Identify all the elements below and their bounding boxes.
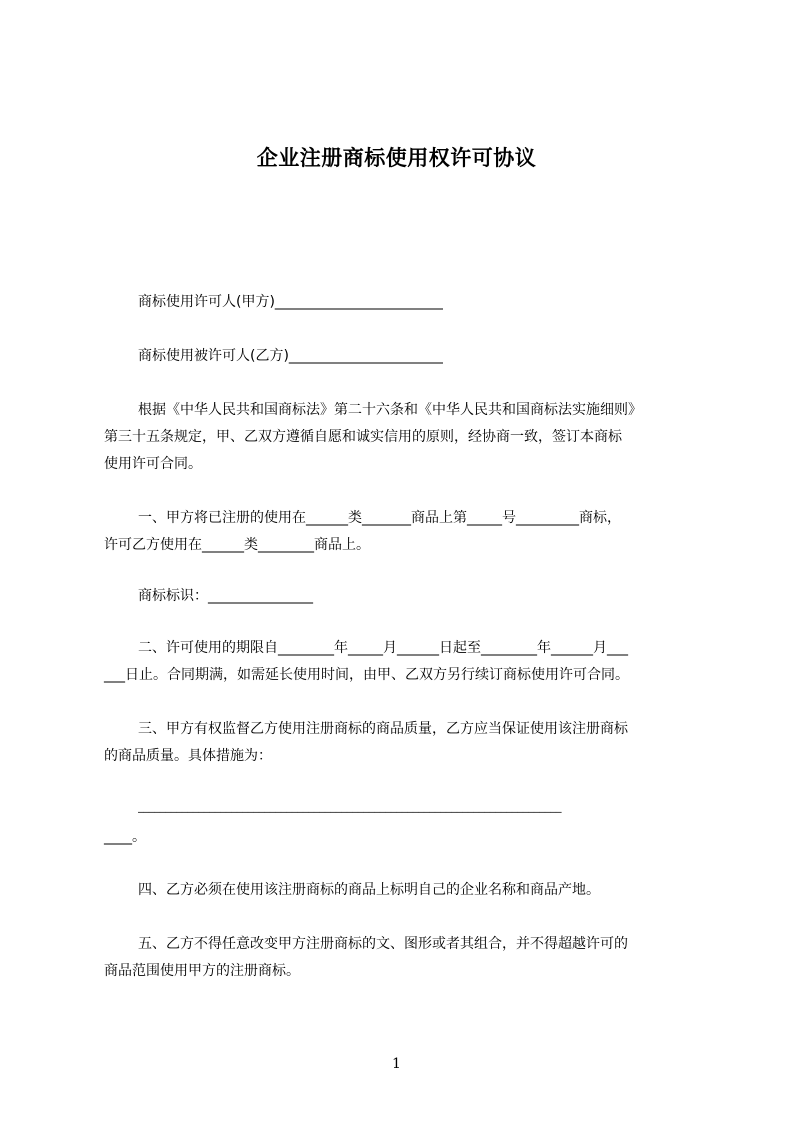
page-number: 1 [392, 1056, 401, 1072]
clause-4-line: 四、乙方必须在使用该注册商标的商品上标明自己的企业名称和商品产地。 [138, 882, 600, 898]
preamble-line-3: 使用许可合同。 [104, 456, 202, 472]
licensor-line: 商标使用许可人(甲方)________________________ [138, 294, 443, 310]
clause-5-line-2: 商品范围使用甲方的注册商标。 [104, 963, 300, 979]
preamble-line-2: 第三十五条规定，甲、乙双方遵循自愿和诚实信用的原则，经协商一致，签订本商标 [104, 429, 622, 445]
document-title: 企业注册商标使用权许可协议 [256, 146, 537, 170]
preamble-line-1: 根据《中华人民共和国商标法》第二十六条和《中华人民共和国商标法实施细则》 [138, 402, 642, 418]
clause-1-line-1: 一、甲方将已注册的使用在______类_______商品上第_____号_________商标， [138, 510, 621, 526]
clause-3-line-1: 三、甲方有权监督乙方使用注册商标的商品质量，乙方应当保证使用该注册商标 [138, 721, 628, 737]
clause-3-line-2: 的商品质量。具体措施为： [104, 748, 272, 764]
licensee-line: 商标使用被许可人(乙方)______________________ [138, 348, 443, 364]
trademark-mark-line: 商标标识：_______________ [138, 588, 313, 604]
measures-blank-end: ____。 [104, 829, 146, 845]
measures-blank-line: _____________________________________________________________________________ [138, 800, 562, 813]
clause-2-line-1: 二、许可使用的期限自________年_____月______日起至________年______月___ [138, 640, 628, 656]
clause-2-line-2: ___日止。合同期满，如需延长使用时间，由甲、乙双方另行续订商标使用许可合同。 [104, 667, 629, 683]
clause-5-line-1: 五、乙方不得任意改变甲方注册商标的文、图形或者其组合，并不得超越许可的 [138, 936, 628, 952]
clause-1-line-2: 许可乙方使用在______类________商品上。 [104, 537, 370, 553]
